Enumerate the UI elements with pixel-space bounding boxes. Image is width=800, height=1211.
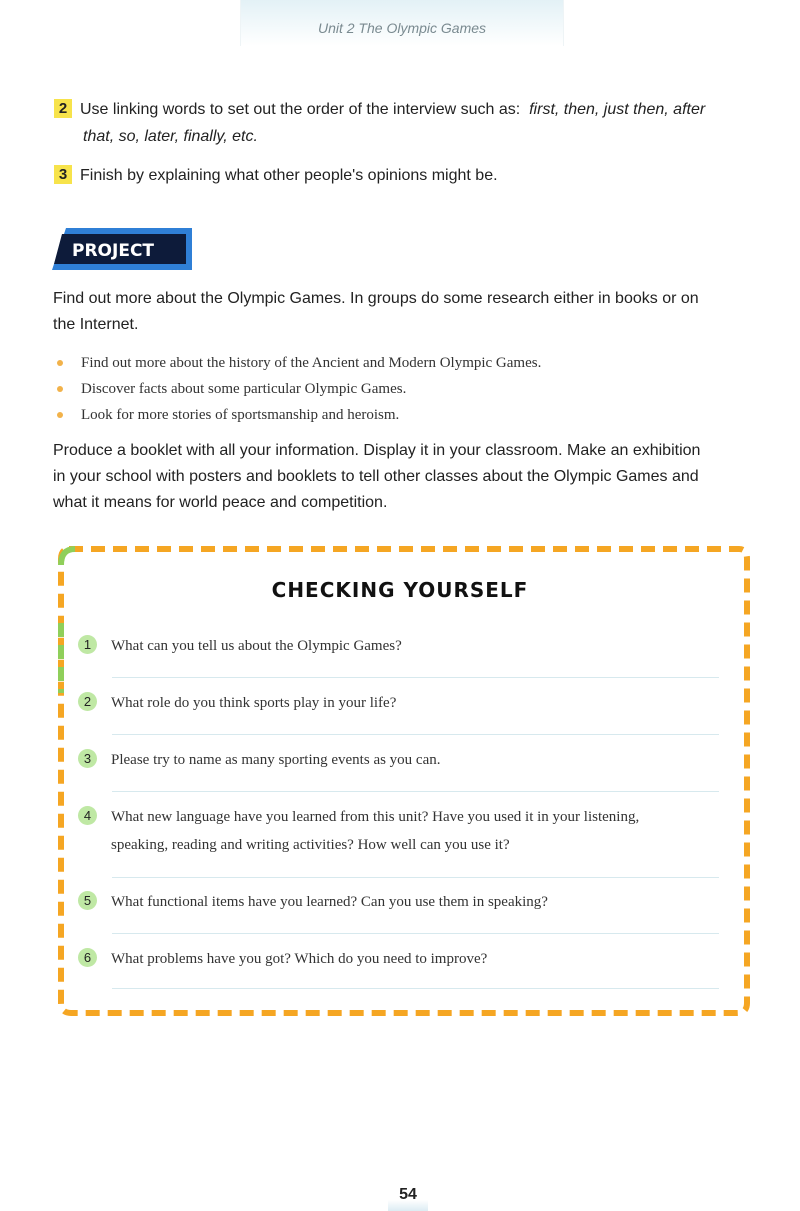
tip-number-badge: 3 bbox=[54, 165, 72, 184]
project-outro-line: what it means for world peace and competition. bbox=[53, 494, 388, 511]
question-6 bbox=[78, 945, 728, 973]
project-intro-line: the Internet. bbox=[53, 316, 139, 333]
question-text: What functional items have you learned? Can you use them in speaking? bbox=[111, 894, 548, 910]
question-text-cont: speaking, reading and writing activities? How well can you use it? bbox=[111, 837, 510, 853]
tip-2-examples-cont: that, so, later, finally, etc. bbox=[83, 128, 258, 145]
question-number: 3 bbox=[78, 749, 97, 768]
tip-2 bbox=[54, 96, 764, 150]
project-bullet-list bbox=[55, 350, 755, 428]
corner-accent bbox=[61, 549, 75, 565]
question-2 bbox=[78, 689, 728, 717]
question-number: 5 bbox=[78, 891, 97, 910]
checking-yourself-title: CHECKING YOURSELF bbox=[271, 578, 529, 602]
question-text: What problems have you got? Which do you need to improve? bbox=[111, 951, 488, 967]
tip-2-examples: first, then, just then, after bbox=[529, 101, 706, 118]
question-number: 2 bbox=[78, 692, 97, 711]
list-item bbox=[55, 376, 755, 402]
question-4 bbox=[78, 803, 728, 859]
bullet-dot-icon bbox=[57, 412, 63, 418]
unit-title: Unit 2 The Olympic Games bbox=[317, 20, 487, 36]
list-item bbox=[55, 350, 755, 376]
answer-line bbox=[112, 877, 719, 878]
project-outro-line: Produce a booklet with all your information. Display it in your classroom. Make an exhibition bbox=[53, 442, 701, 459]
question-number: 4 bbox=[78, 806, 97, 825]
dashed-border bbox=[61, 549, 747, 1013]
tip-2-text: Use linking words to set out the order of the interview such as: bbox=[80, 101, 521, 118]
project-intro-line: Find out more about the Olympic Games. In groups do some research either in books or on bbox=[53, 290, 699, 307]
question-text: What can you tell us about the Olympic Games? bbox=[111, 638, 402, 654]
tip-3 bbox=[54, 162, 764, 189]
question-number: 1 bbox=[78, 635, 97, 654]
tip-3-text: Finish by explaining what other people's opinions might be. bbox=[80, 167, 498, 184]
bullet-text: Look for more stories of sportsmanship and heroism. bbox=[81, 407, 400, 423]
question-3 bbox=[78, 746, 728, 774]
project-badge-label: PROJECT bbox=[72, 241, 155, 261]
page-number: 54 bbox=[388, 1183, 428, 1211]
question-number: 6 bbox=[78, 948, 97, 967]
project-outro-line: in your school with posters and booklets to tell other classes about the Olympic Games and bbox=[53, 468, 699, 485]
question-5 bbox=[78, 888, 728, 916]
tip-number-badge: 2 bbox=[54, 99, 72, 118]
project-badge bbox=[52, 226, 192, 272]
bullet-text: Find out more about the history of the Ancient and Modern Olympic Games. bbox=[81, 355, 542, 371]
bullet-dot-icon bbox=[57, 360, 63, 366]
question-text: What role do you think sports play in your life? bbox=[111, 695, 397, 711]
question-1 bbox=[78, 632, 728, 660]
answer-line bbox=[112, 791, 719, 792]
header-band bbox=[240, 0, 564, 46]
answer-line bbox=[112, 988, 719, 989]
question-text: Please try to name as many sporting events as you can. bbox=[111, 752, 441, 768]
answer-line bbox=[112, 734, 719, 735]
answer-line bbox=[112, 933, 719, 934]
project-outro bbox=[53, 438, 758, 516]
bullet-dot-icon bbox=[57, 386, 63, 392]
list-item bbox=[55, 402, 755, 428]
project-intro bbox=[53, 286, 758, 338]
bullet-text: Discover facts about some particular Olympic Games. bbox=[81, 381, 407, 397]
answer-line bbox=[112, 677, 719, 678]
question-text: What new language have you learned from this unit? Have you used it in your listening, bbox=[111, 809, 640, 825]
